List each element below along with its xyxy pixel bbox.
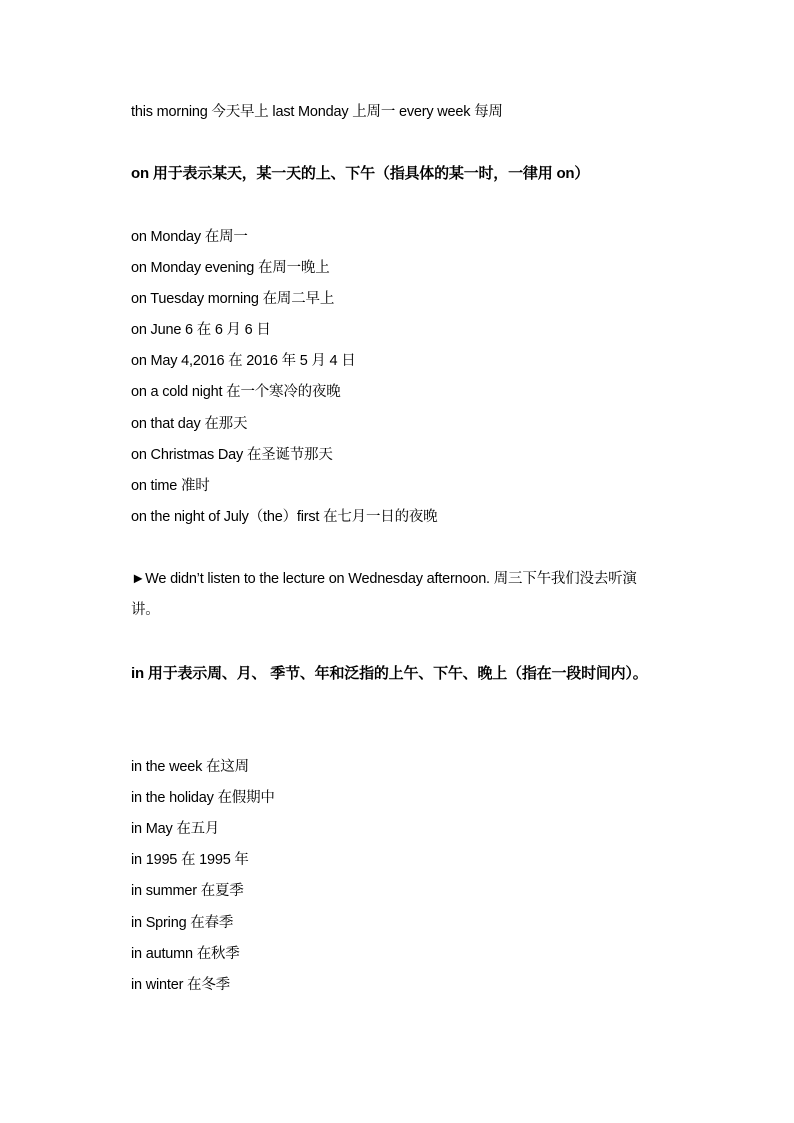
list-item: in 1995 在 1995 年 [131, 852, 249, 868]
list-item: in autumn 在秋季 [131, 946, 240, 962]
list-item: in winter 在冬季 [131, 977, 230, 993]
list-item: on May 4,2016 在 2016 年 5 月 4 日 [131, 353, 356, 369]
list-item: in Spring 在春季 [131, 915, 234, 931]
list-item: on the night of July（the）first 在七月一日的夜晚 [131, 509, 438, 525]
list-item: on that day 在那天 [131, 416, 248, 432]
list-item: in the week 在这周 [131, 759, 249, 775]
list-item: on June 6 在 6 月 6 日 [131, 322, 271, 338]
example-sentence: ►We didn’t listen to the lecture on Wednesday afternoon. 周三下午我们没去听演讲。 [131, 571, 637, 618]
list-item: on Monday 在周一 [131, 229, 248, 245]
list-item: in the holiday 在假期中 [131, 790, 275, 806]
list-item: on Christmas Day 在圣诞节那天 [131, 447, 333, 463]
list-item: on a cold night 在一个寒冷的夜晚 [131, 384, 341, 400]
intro-line: this morning 今天早上 last Monday 上周一 every week 每周 [131, 104, 503, 120]
list-item: on Tuesday morning 在周二早上 [131, 291, 335, 307]
list-item: in May 在五月 [131, 821, 220, 837]
in-section-heading: in 用于表示周、月、 季节、年和泛指的上午、下午、晚上（指在一段时间内）。 [131, 665, 648, 682]
list-item: on time 准时 [131, 478, 210, 494]
on-section-heading: on 用于表示某天，某一天的上、下午（指具体的某一时，一律用 on） [131, 165, 590, 182]
list-item: in summer 在夏季 [131, 883, 244, 899]
list-item: on Monday evening 在周一晚上 [131, 260, 330, 276]
